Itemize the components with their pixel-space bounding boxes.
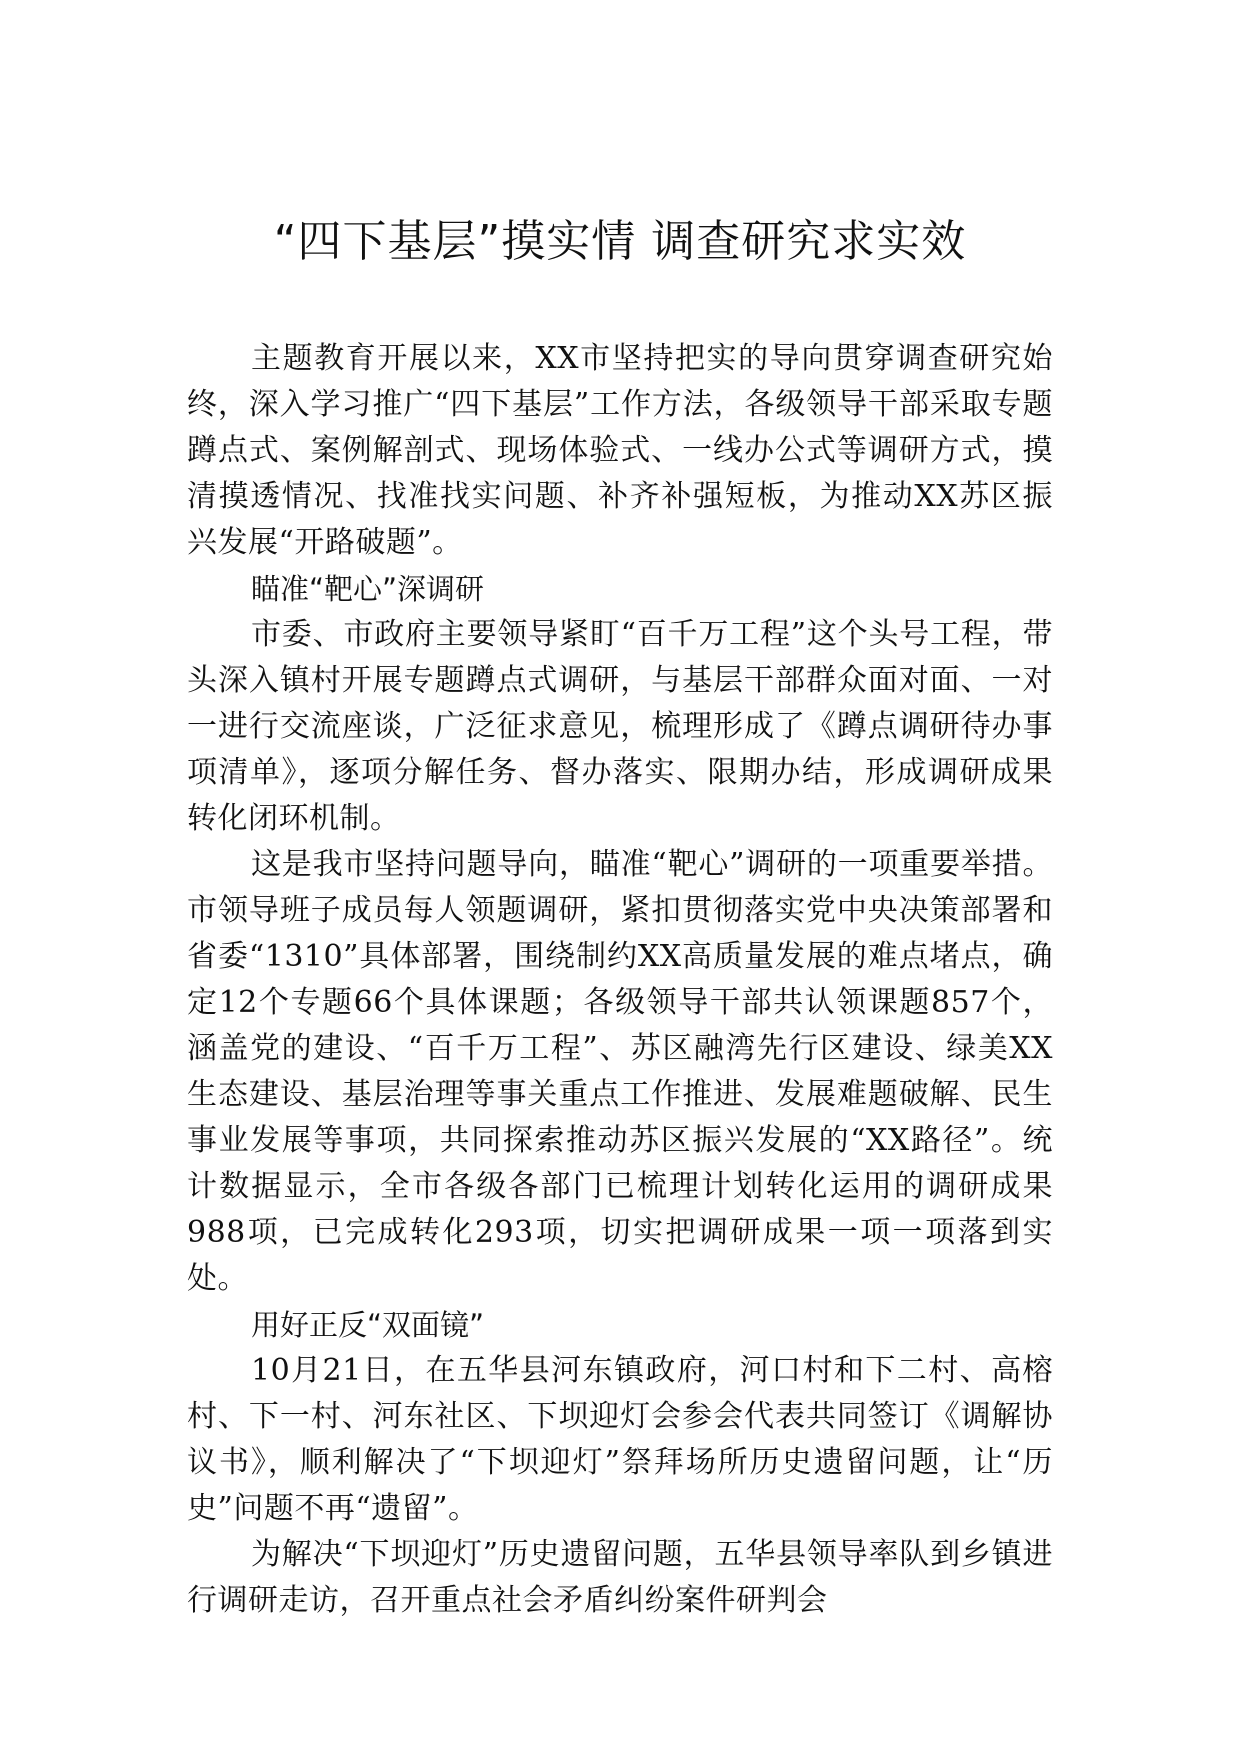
section-heading-mirror: 用好正反“双面镜” bbox=[251, 1308, 485, 1342]
section-heading-target: 瞄准“靶心”深调研 bbox=[251, 572, 485, 606]
paragraph-wuhua-visit: 为解决“下坝迎灯”历史遗留问题，五华县领导率队到乡镇进行调研走访，召开重点社会矛盾纠纷案件研判会 bbox=[187, 1537, 1053, 1618]
document-title: “四下基层”摸实情 调查研究求实效 bbox=[273, 216, 967, 267]
paragraph-leaders-research: 市委、市政府主要领导紧盯“百千万工程”这个头号工程，带头深入镇村开展专题蹲点式调研，与基层干部群众面对面、一对一进行交流座谈，广泛征求意见，梳理形成了《蹲点调研待办事项清单》，逐项分解任务、督办落实、限期办结，形成调研成果转化闭环机制。 bbox=[187, 617, 1053, 836]
paragraph-problem-oriented: 这是我市坚持问题导向，瞄准“靶心”调研的一项重要举措。市领导班子成员每人领题调研，紧扣贯彻落实党中央决策部署和省委“1310”具体部署，围绕制约XX高质量发展的难点堵点，确定12个专题66个具体课题；各级领导干部共认领课题857个，涵盖党的建设、“百千万工程”、苏区融湾先行区建设、绿美XX生态建设、基层治理等事关重点工作推进、发展难题破解、民生事业发展等事项，共同探索推动苏区振兴发展的“XX路径”。统计数据显示，全市各级各部门已梳理计划转化运用的调研成果988项，已完成转化293项，切实把调研成果一项一项落到实处。 bbox=[187, 847, 1053, 1296]
paragraph-intro: 主题教育开展以来，XX市坚持把实的导向贯穿调查研究始终，深入学习推广“四下基层”工作方法，各级领导干部采取专题蹲点式、案例解剖式、现场体验式、一线办公式等调研方式，摸清摸透情况、找准找实问题、补齐补强短板，为推动XX苏区振兴发展“开路破题”。 bbox=[187, 341, 1053, 560]
document-body bbox=[187, 336, 1053, 1624]
paragraph-mediation-agreement: 10月21日，在五华县河东镇政府，河口村和下二村、高榕村、下一村、河东社区、下坝迎灯会参会代表共同签订《调解协议书》，顺利解决了“下坝迎灯”祭拜场所历史遗留问题，让“历史”问题不再“遗留”。 bbox=[187, 1353, 1053, 1526]
